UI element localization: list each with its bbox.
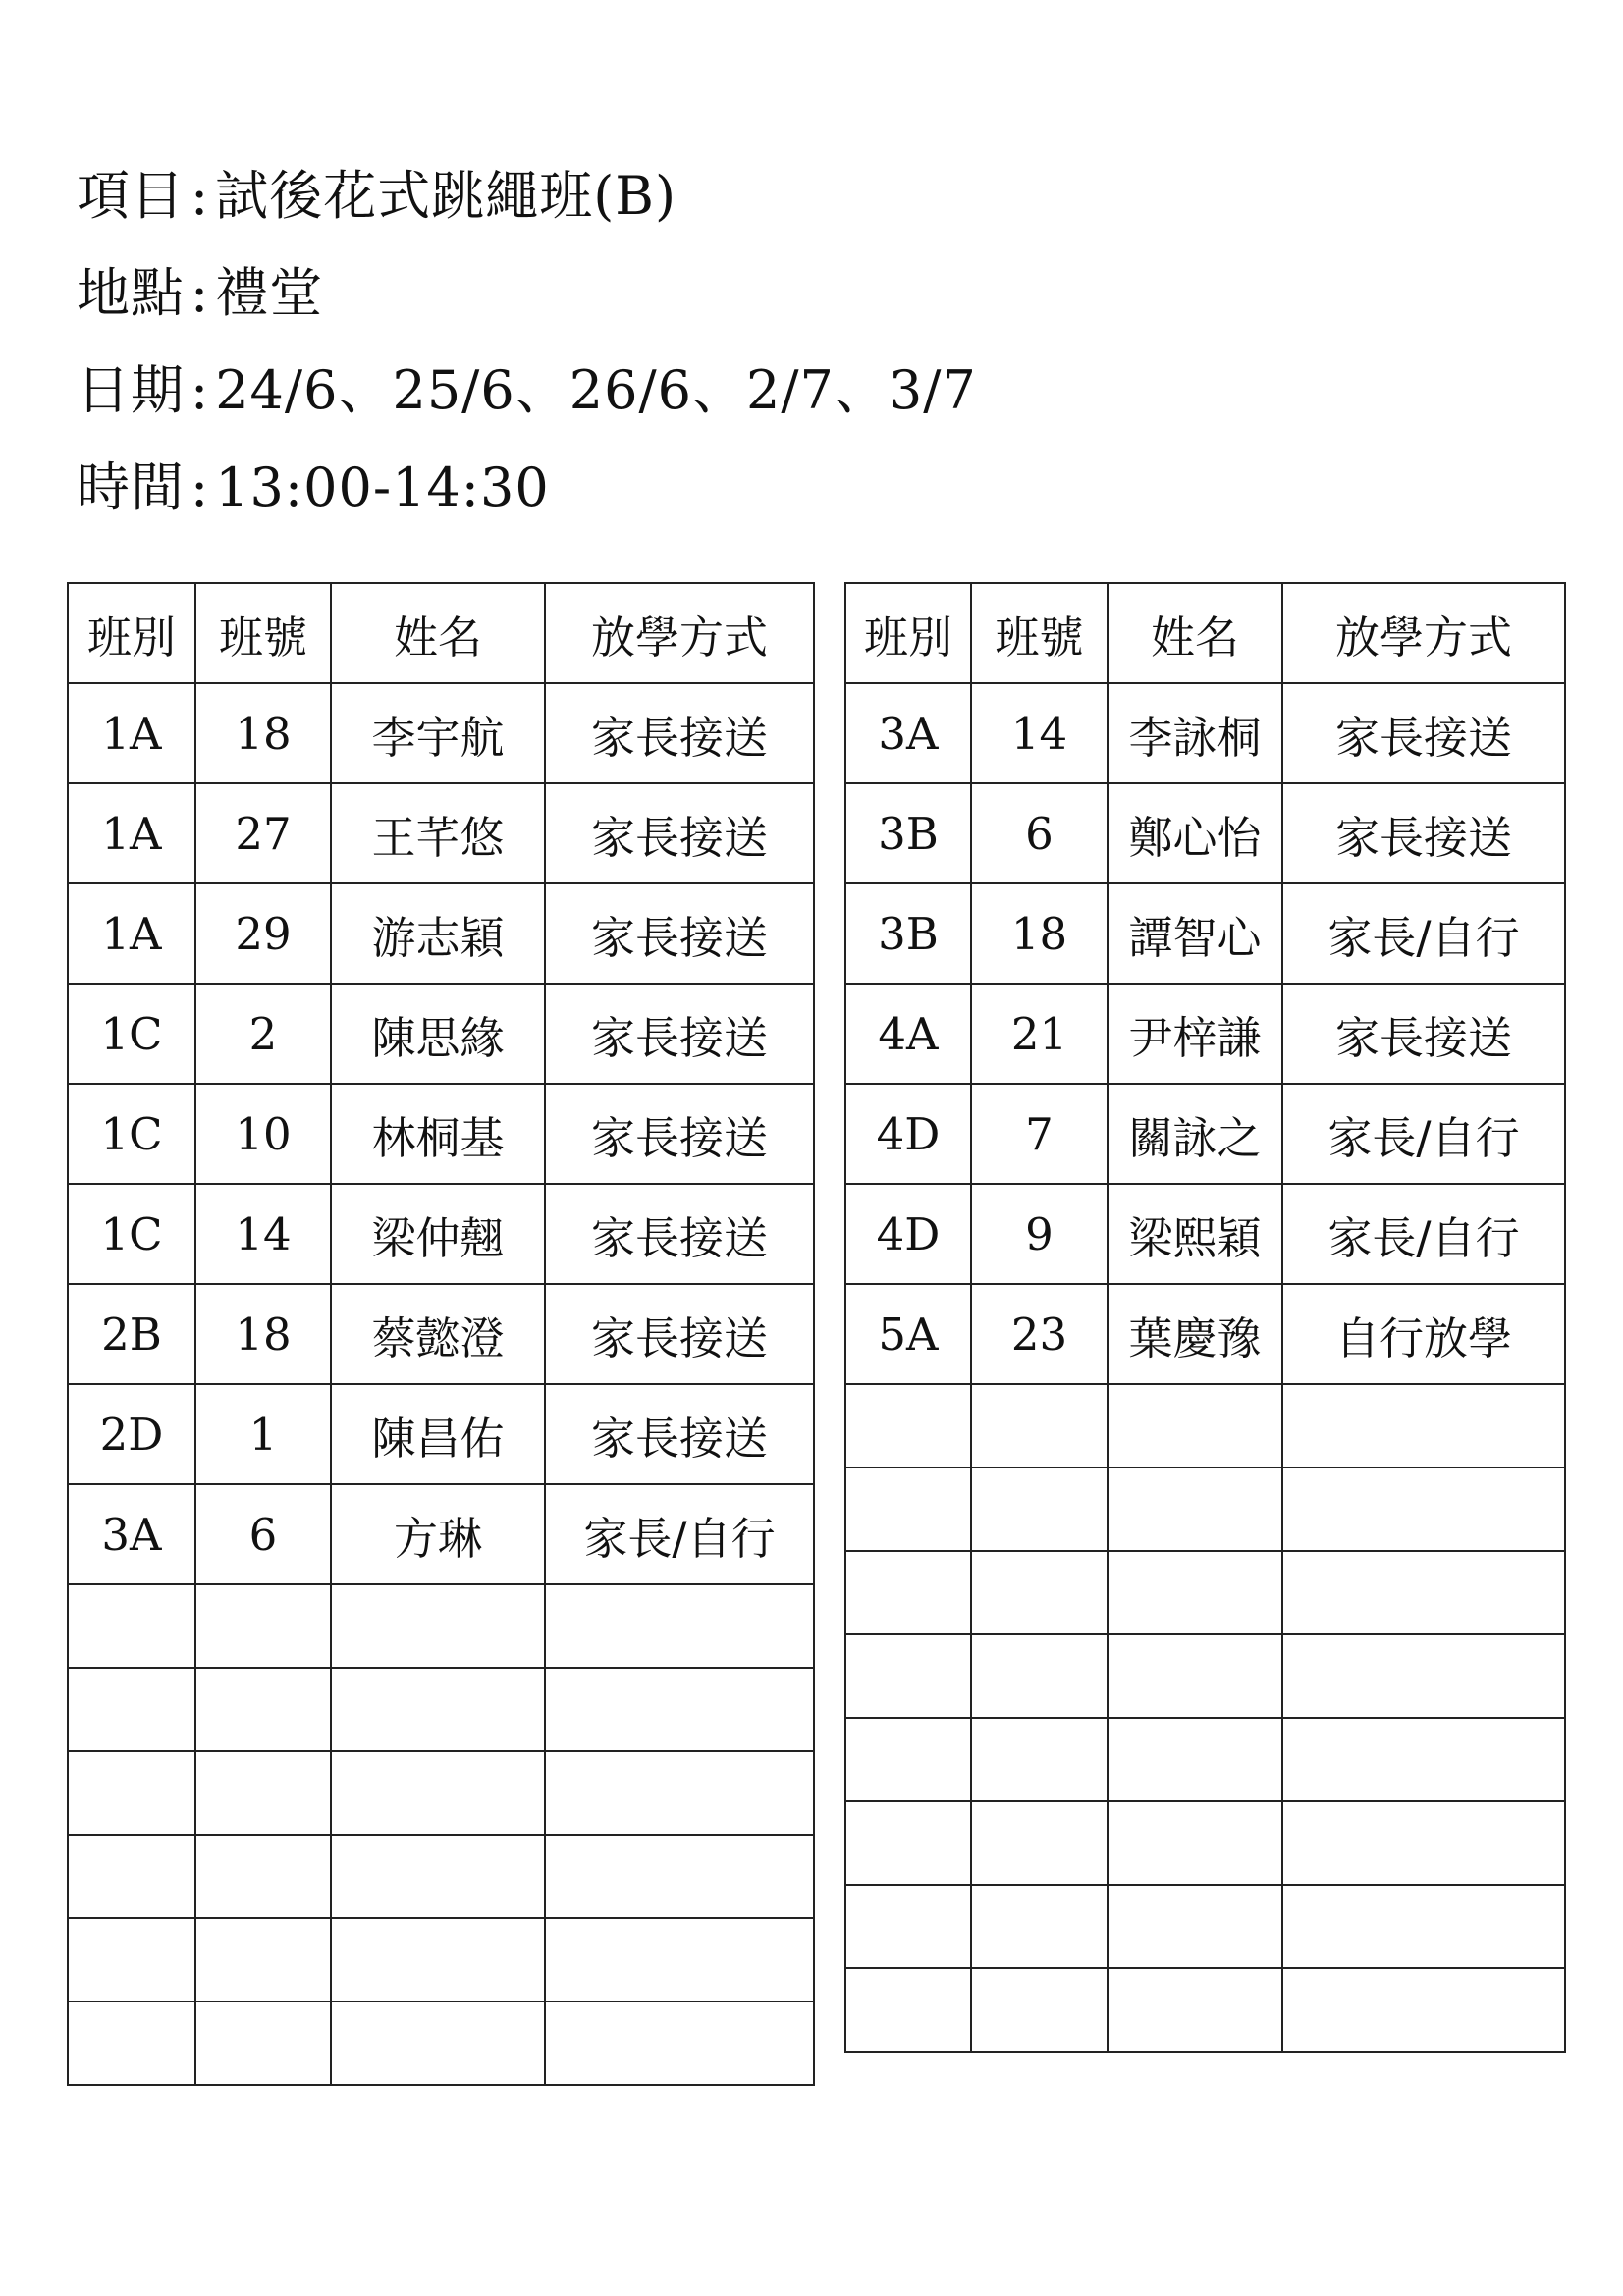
name-cell: 林桐基 [331,1084,545,1184]
column-header-number: 班號 [971,583,1108,683]
dismissal-cell: 家長接送 [545,1084,814,1184]
empty-cell [845,1384,971,1468]
dismissal-cell: 自行放學 [1282,1284,1565,1384]
colon: : [190,165,210,227]
empty-cell [971,1718,1108,1801]
column-header-dismissal: 放學方式 [1282,583,1565,683]
name-cell: 蔡懿澄 [331,1284,545,1384]
column-header-name: 姓名 [1108,583,1282,683]
number-cell: 18 [195,1284,331,1384]
number-cell: 27 [195,783,331,883]
class-cell: 1C [68,1184,195,1284]
name-cell: 游志穎 [331,883,545,984]
name-cell: 葉慶豫 [1108,1284,1282,1384]
empty-cell [68,1751,195,1835]
empty-cell [195,1751,331,1835]
empty-cell [1108,1551,1282,1634]
dismissal-cell: 家長接送 [545,883,814,984]
name-cell: 方琳 [331,1484,545,1584]
name-cell: 尹梓謙 [1108,984,1282,1084]
empty-row [845,1551,1565,1634]
name-cell: 李宇航 [331,683,545,783]
empty-cell [971,1801,1108,1885]
name-cell: 王芊悠 [331,783,545,883]
empty-cell [195,1584,331,1668]
number-cell: 1 [195,1384,331,1484]
empty-cell [1282,1468,1565,1551]
table-row [845,984,1565,1084]
empty-cell [1282,1551,1565,1634]
empty-row [68,1751,814,1835]
number-cell: 14 [195,1184,331,1284]
empty-row [845,1384,1565,1468]
class-cell: 1C [68,1084,195,1184]
table-row [68,683,814,783]
student-roster-table-left [67,582,815,2086]
number-cell: 10 [195,1084,331,1184]
empty-cell [545,1918,814,2002]
student-roster-table-right [844,582,1566,2053]
empty-cell [331,2002,545,2085]
empty-cell [971,1885,1108,1968]
empty-cell [1108,1968,1282,2052]
right-table-body [845,683,1565,2052]
class-cell: 4D [845,1084,971,1184]
empty-cell [1282,1885,1565,1968]
table-row [68,1084,814,1184]
table-row [68,1284,814,1384]
class-cell: 3B [845,883,971,984]
empty-cell [1108,1384,1282,1468]
class-cell: 1A [68,683,195,783]
number-cell: 29 [195,883,331,984]
empty-cell [845,1551,971,1634]
class-cell: 1A [68,883,195,984]
dismissal-cell: 家長/自行 [545,1484,814,1584]
name-cell: 譚智心 [1108,883,1282,984]
empty-cell [845,1718,971,1801]
number-cell: 6 [971,783,1108,883]
name-cell: 關詠之 [1108,1084,1282,1184]
table-header-row [68,583,814,683]
dates-label: 日期 [77,359,185,421]
dismissal-cell: 家長接送 [1282,783,1565,883]
class-cell: 1A [68,783,195,883]
colon: : [190,359,210,421]
number-cell: 2 [195,984,331,1084]
dismissal-cell: 家長接送 [545,783,814,883]
empty-cell [845,1468,971,1551]
table-row [845,1284,1565,1384]
class-cell: 4A [845,984,971,1084]
table-row [845,1184,1565,1284]
number-cell: 18 [195,683,331,783]
empty-row [845,1968,1565,2052]
dismissal-cell: 家長接送 [545,984,814,1084]
empty-cell [331,1668,545,1751]
empty-cell [195,2002,331,2085]
class-cell: 2B [68,1284,195,1384]
left-table-body [68,683,814,2085]
empty-cell [68,1584,195,1668]
number-cell: 18 [971,883,1108,984]
dates-line [77,342,977,439]
class-cell: 2D [68,1384,195,1484]
number-cell: 21 [971,984,1108,1084]
empty-row [845,1885,1565,1968]
colon: : [190,456,210,518]
empty-cell [1282,1801,1565,1885]
empty-cell [195,1918,331,2002]
empty-cell [1108,1634,1282,1718]
empty-row [68,1835,814,1918]
empty-cell [845,1885,971,1968]
name-cell: 陳昌佑 [331,1384,545,1484]
project-line [77,147,977,244]
project-value: 試後花式跳繩班(B) [215,165,677,227]
activity-info [77,147,977,536]
number-cell: 6 [195,1484,331,1584]
table-row [68,1484,814,1584]
empty-row [845,1468,1565,1551]
empty-cell [545,1668,814,1751]
class-cell: 4D [845,1184,971,1284]
empty-cell [845,1968,971,2052]
empty-cell [971,1634,1108,1718]
empty-cell [971,1968,1108,2052]
empty-cell [545,2002,814,2085]
column-header-dismissal: 放學方式 [545,583,814,683]
table-row [68,783,814,883]
table-row [845,1084,1565,1184]
empty-cell [545,1751,814,1835]
empty-cell [971,1468,1108,1551]
empty-row [845,1634,1565,1718]
empty-cell [1108,1885,1282,1968]
empty-cell [1282,1634,1565,1718]
empty-cell [1282,1718,1565,1801]
table-row [845,683,1565,783]
table-header-row [845,583,1565,683]
dismissal-cell: 家長接送 [545,1384,814,1484]
venue-label: 地點 [77,262,185,324]
column-header-class: 班別 [68,583,195,683]
empty-row [845,1801,1565,1885]
column-header-name: 姓名 [331,583,545,683]
empty-cell [331,1918,545,2002]
table-row [68,1184,814,1284]
empty-cell [195,1835,331,1918]
column-header-class: 班別 [845,583,971,683]
name-cell: 李詠桐 [1108,683,1282,783]
number-cell: 14 [971,683,1108,783]
empty-cell [331,1835,545,1918]
time-label: 時間 [77,456,185,518]
empty-cell [68,2002,195,2085]
empty-cell [331,1751,545,1835]
empty-row [68,1668,814,1751]
empty-cell [971,1551,1108,1634]
empty-cell [331,1584,545,1668]
dismissal-cell: 家長接送 [1282,984,1565,1084]
empty-cell [68,1835,195,1918]
table-row [68,1384,814,1484]
number-cell: 7 [971,1084,1108,1184]
empty-cell [845,1634,971,1718]
table-row [845,883,1565,984]
empty-row [68,2002,814,2085]
time-value: 13:00-14:30 [215,456,550,518]
empty-cell [845,1801,971,1885]
class-cell: 3B [845,783,971,883]
empty-cell [1282,1968,1565,2052]
table-row [845,783,1565,883]
empty-row [68,1584,814,1668]
empty-cell [68,1668,195,1751]
class-cell: 5A [845,1284,971,1384]
dates-value: 24/6、25/6、26/6、2/7、3/7 [215,359,977,421]
dismissal-cell: 家長接送 [1282,683,1565,783]
empty-cell [545,1835,814,1918]
dismissal-cell: 家長/自行 [1282,883,1565,984]
name-cell: 鄭心怡 [1108,783,1282,883]
dismissal-cell: 家長接送 [545,1184,814,1284]
column-header-number: 班號 [195,583,331,683]
venue-value: 禮堂 [215,262,324,324]
empty-cell [1282,1384,1565,1468]
time-line [77,439,977,536]
table-row [68,984,814,1084]
empty-cell [1108,1468,1282,1551]
number-cell: 23 [971,1284,1108,1384]
dismissal-cell: 家長接送 [545,683,814,783]
empty-cell [68,1918,195,2002]
venue-line [77,244,977,342]
colon: : [190,262,210,324]
empty-cell [545,1584,814,1668]
table-row [68,883,814,984]
empty-row [845,1718,1565,1801]
empty-cell [195,1668,331,1751]
dismissal-cell: 家長/自行 [1282,1084,1565,1184]
name-cell: 梁仲翹 [331,1184,545,1284]
empty-cell [1108,1718,1282,1801]
class-cell: 3A [68,1484,195,1584]
project-label: 項目 [77,165,185,227]
empty-cell [1108,1801,1282,1885]
dismissal-cell: 家長/自行 [1282,1184,1565,1284]
empty-row [68,1918,814,2002]
dismissal-cell: 家長接送 [545,1284,814,1384]
name-cell: 陳思緣 [331,984,545,1084]
name-cell: 梁熙穎 [1108,1184,1282,1284]
number-cell: 9 [971,1184,1108,1284]
class-cell: 3A [845,683,971,783]
empty-cell [971,1384,1108,1468]
class-cell: 1C [68,984,195,1084]
